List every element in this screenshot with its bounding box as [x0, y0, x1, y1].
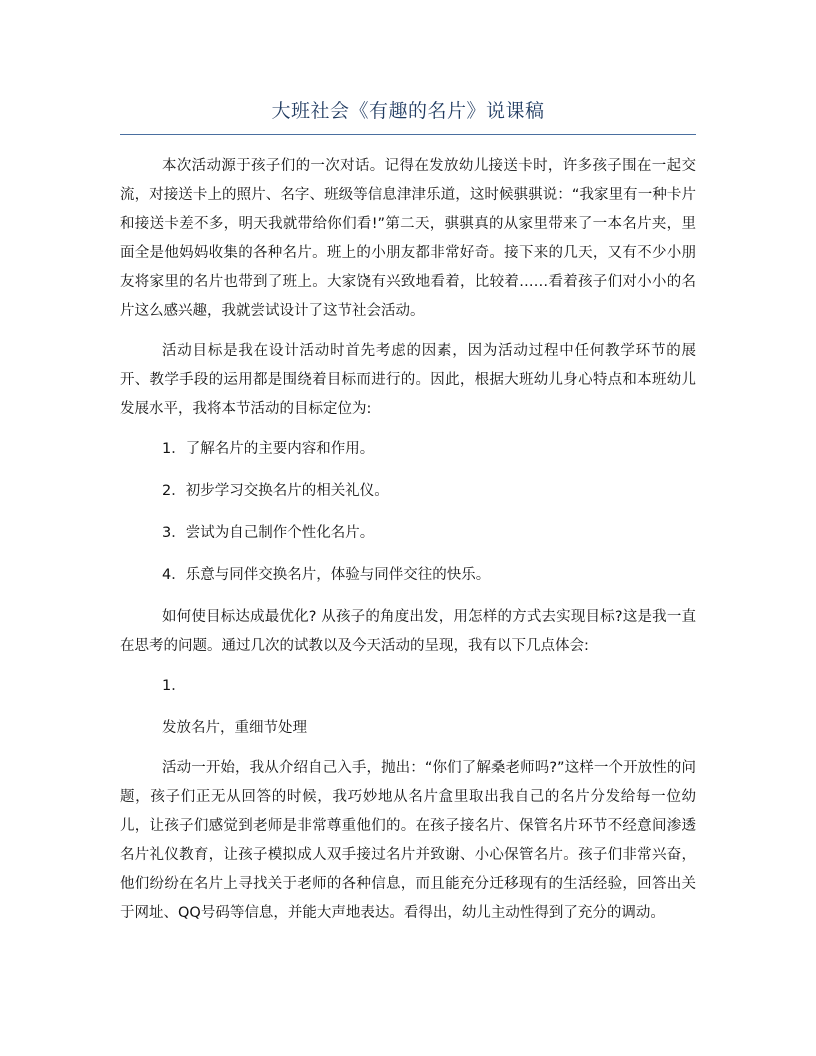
goal-item-4 [120, 561, 696, 590]
goal-text: 尝试为自己制作个性化名片。 [185, 525, 375, 541]
goal-number: 3． [162, 525, 186, 541]
goal-item-3 [120, 519, 696, 548]
section-heading: 发放名片，重细节处理 [162, 720, 307, 736]
goal-number: 2． [162, 483, 186, 499]
title-underline [120, 134, 696, 135]
paragraph-reflection: 如何使目标达成最优化? 从孩子的角度出发，用怎样的方式去实现目标?这是我一直在思考的问题。通过几次的试教以及今天活动的呈现，我有以下几点体会: [120, 609, 696, 654]
paragraph-origin: 本次活动源于孩子们的一次对话。记得在发放幼儿接送卡时，许多孩子围在一起交流，对接送卡上的照片、名字、班级等信息津津乐道，这时候骐骐说：“我家里有一种卡片和接送卡差不多，明天我就带给你们看!”第二天，骐骐真的从家里带来了一本名片夹，里面全是他妈妈收集的各种名片。班上的小朋友都非常好奇。接下来的几天，又有不少小朋友将家里的名片也带到了班上。大家饶有兴致地看着，比较着……看着孩子们对小小的名片这么感兴趣，我就尝试设计了这节社会活动。 [120, 158, 696, 319]
paragraph-goals-intro: 活动目标是我在设计活动时首先考虑的因素，因为活动过程中任何教学环节的展开、教学手段的运用都是围绕着目标而进行的。因此，根据大班幼儿身心特点和本班幼儿发展水平，我将本节活动的目标定位为: [120, 343, 696, 417]
goal-number: 4． [162, 567, 186, 583]
section-number [120, 672, 696, 701]
document-title: 大班社会《有趣的名片》说课稿 [271, 100, 545, 122]
goal-number: 1． [162, 441, 186, 457]
goal-text: 了解名片的主要内容和作用。 [185, 441, 375, 457]
goal-text: 乐意与同伴交换名片，体验与同伴交往的快乐。 [185, 567, 491, 583]
goal-text: 初步学习交换名片的相关礼仪。 [185, 483, 389, 499]
document-body [120, 152, 696, 939]
goal-item-2 [120, 477, 696, 506]
section-number-label: 1． [162, 678, 186, 694]
goal-item-1 [120, 435, 696, 464]
paragraph-activity: 活动一开始，我从介绍自己入手，抛出：“你们了解桑老师吗?”这样一个开放性的问题，孩子们正无从回答的时候，我巧妙地从名片盒里取出我自己的名片分发给每一位幼儿，让孩子们感觉到老师是非常尊重他们的。在孩子接名片、保管名片环节不经意间渗透名片礼仪教育，让孩子模拟成人双手接过名片并致谢、小心保管名片。孩子们非常兴奋，他们纷纷在名片上寻找关于老师的各种信息，而且能充分迁移现有的生活经验，回答出关于网址、QQ号码等信息，并能大声地表达。看得出，幼儿主动性得到了充分的调动。 [120, 760, 696, 921]
